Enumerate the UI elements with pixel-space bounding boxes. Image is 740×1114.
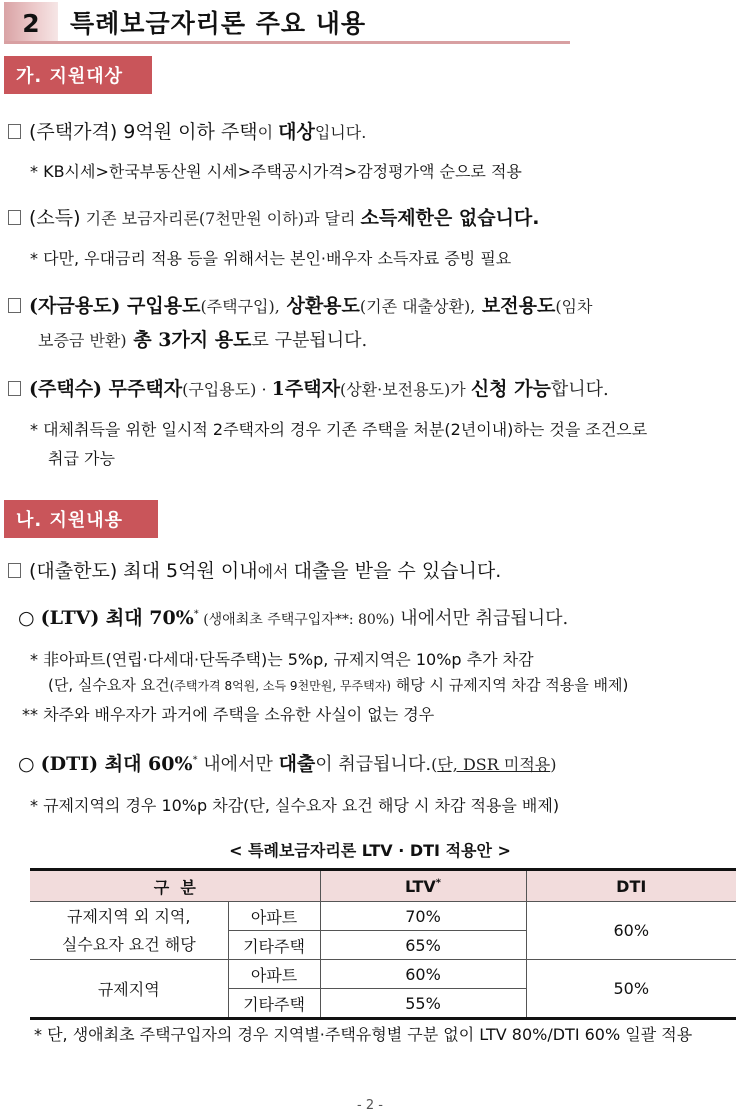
table-header-row	[30, 870, 736, 902]
table-footnote: * 단, 생애최초 주택구입자의 경우 지역별·주택유형별 구분 없이 LTV 80%/DTI 60% 일괄 적용	[34, 1025, 693, 1044]
ltv-cell: 65%	[320, 931, 526, 960]
checkbox-square-icon	[8, 124, 21, 139]
target-note-price: * KB시세>한국부동산원 시세>주택공시가격>감정평가액 순으로 적용	[30, 162, 522, 181]
support-item-limit: (대출한도) 최대 5억원 이내에서 대출을 받을 수 있습니다.	[8, 556, 501, 583]
checkbox-square-icon	[8, 298, 21, 313]
dti-cell: 50%	[526, 960, 736, 1019]
section-number: 2	[4, 2, 58, 44]
subsection-heading-target: 가. 지원대상	[4, 56, 152, 94]
table-title: < 특례보금자리론 LTV · DTI 적용안 >	[229, 841, 511, 860]
house-type-cell: 아파트	[228, 902, 320, 931]
ltv-cell: 55%	[320, 989, 526, 1019]
section-title: 특례보금자리론 주요 내용	[70, 9, 367, 38]
table-row	[30, 902, 736, 931]
checkbox-square-icon	[8, 381, 21, 396]
table-row	[30, 960, 736, 989]
target-note-house-count: * 대체취득을 위한 일시적 2주택자의 경우 기존 주택을 처분(2년이내)하는 것을 조건으로	[30, 420, 648, 439]
ltv-cell: 60%	[320, 960, 526, 989]
ltv-note-exception: (단, 실수요자 요건(주택가격 8억원, 소득 9천만원, 무주택자) 해당 시 규제지역 차감 적용을 배제)	[48, 676, 629, 694]
subsection-heading-support: 나. 지원내용	[4, 500, 158, 538]
target-note-house-count-cont: 취급 가능	[48, 449, 115, 468]
target-item-usage-cont: 보증금 반환) 총 3가지 용도로 구분됩니다.	[38, 329, 368, 351]
house-type-cell: 기타주택	[228, 989, 320, 1019]
house-type-cell: 기타주택	[228, 931, 320, 960]
region-cell: 규제지역 외 지역, 실수요자 요건 해당	[30, 902, 228, 960]
region-cell: 규제지역	[30, 960, 228, 1019]
target-item-house-count: (주택수) 무주택자(구입용도) · 1주택자(상환·보전용도)가 신청 가능합니다.	[8, 374, 609, 401]
support-item-ltv: ○ (LTV) 최대 70%* (생애최초 주택구입자**: 80%) 내에서만 취급됩니다.	[18, 607, 569, 629]
support-item-dti: ○ (DTI) 최대 60%* 내에서만 대출이 취급됩니다.(단, DSR 미적용)	[18, 753, 557, 775]
ltv-note-non-apartment: * 非아파트(연립·다세대·단독주택)는 5%p, 규제지역은 10%p 추가 차감	[30, 650, 534, 669]
checkbox-square-icon	[8, 563, 21, 578]
ltv-cell: 70%	[320, 902, 526, 931]
house-type-cell: 아파트	[228, 960, 320, 989]
circle-bullet-icon: ○	[18, 607, 35, 629]
target-item-income: (소득) 기존 보금자리론(7천만원 이하)과 달리 소득제한은 없습니다.	[8, 203, 540, 230]
dti-note-regulated: * 규제지역의 경우 10%p 차감(단, 실수요자 요건 해당 시 차감 적용을 배제)	[30, 796, 560, 815]
header-category: 구 분	[30, 870, 320, 902]
header-ltv: LTV*	[320, 870, 526, 902]
page-number: - 2 -	[357, 1098, 383, 1113]
section-divider	[4, 41, 570, 44]
target-note-income: * 다만, 우대금리 적용 등을 위해서는 본인·배우자 소득자료 증빙 필요	[30, 249, 512, 268]
circle-bullet-icon: ○	[18, 753, 35, 775]
ltv-note-first-buyer: ** 차주와 배우자가 과거에 주택을 소유한 사실이 없는 경우	[22, 705, 435, 724]
target-item-price: (주택가격) 9억원 이하 주택이 대상입니다.	[8, 117, 366, 144]
header-dti: DTI	[526, 870, 736, 902]
checkbox-square-icon	[8, 210, 21, 225]
target-item-usage: (자금용도) 구입용도(주택구입), 상환용도(기존 대출상환), 보전용도(임차	[8, 291, 592, 318]
dti-cell: 60%	[526, 902, 736, 960]
ltv-dti-table	[30, 868, 736, 1020]
